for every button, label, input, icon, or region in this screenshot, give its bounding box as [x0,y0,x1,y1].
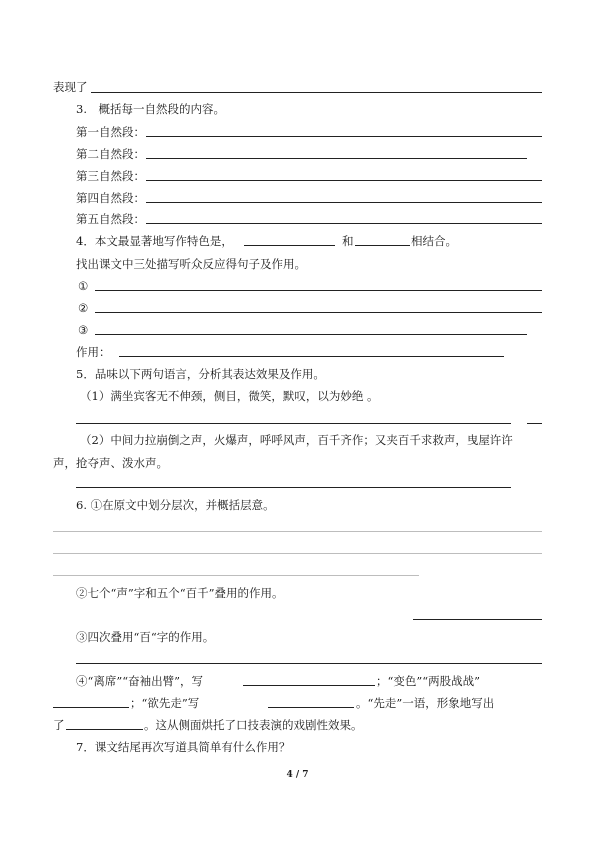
blank-line [244,245,335,246]
answer-line [95,334,527,335]
question-6-prompt: 6. ①在原文中划分层次，并概括层意。 [76,498,275,512]
paragraph-1-label: 第一自然段： [76,125,145,139]
question-7-prompt: 7．课文结尾再次写道具简单有什么作用？ [76,740,291,754]
answer-line [76,487,511,488]
question-6-sub-4-line-3b: 。这从侧面烘托了口技表演的戏剧性效果。 [144,718,363,732]
question-4-prompt: 4．本文最显著地写作特色是， [76,234,233,248]
question-6-sub-4-line-2a: ；“欲先走”写 [130,696,200,710]
question-6-sub-4-line-2b: 。“先走”一语，形象地写出 [356,696,495,710]
paragraph-2-label: 第二自然段： [76,147,145,161]
answer-line [146,180,542,181]
question-3-prompt: 3. 概括每一自然段的内容。 [76,102,225,116]
paragraph-5-label: 第五自然段： [76,212,145,226]
question-5-prompt: 5．品味以下两句语言，分析其表达效果及作用。 [76,367,325,381]
effect-label: 作用： [76,345,111,359]
answer-line [95,290,542,291]
question-6-sub-3: ③四次叠用“百“字的作用。 [76,630,215,644]
blank-line [355,245,410,246]
answer-line [146,223,542,224]
answer-line [146,158,527,159]
answer-line [76,663,542,664]
question-6-sub-2: ②七个“声”字和五个“百千”叠用的作用。 [76,586,284,600]
intro-label: 表现了 [53,80,88,94]
answer-line [76,423,511,424]
circled-3-marker: ③ [78,323,89,337]
answer-line [146,136,542,137]
sentence-2-line-1: （2）中间力拉崩倒之声，火爆声，呼呼风声，百千齐作；又夹百千求救声，曳屋许许 [80,433,513,447]
answer-line [91,92,542,93]
blank-line [66,729,143,730]
paragraph-4-label: 第四自然段： [76,191,145,205]
answer-line [53,553,542,554]
answer-line [53,575,419,576]
answer-line [119,356,504,357]
answer-line [413,619,542,620]
answer-line [527,423,542,424]
answer-line [95,312,542,313]
question-4-find-text: 找出课文中三处描写听众反应得句子及作用。 [76,257,306,271]
question-6-sub-4-line-1a: ④“离席”“奋袖出臂”，写 [76,674,204,688]
paragraph-3-label: 第三自然段： [76,169,145,183]
combine-text: 相结合。 [411,234,457,248]
and-text: 和 [342,234,354,248]
circled-2-marker: ② [78,301,89,315]
page-number: 4 / 7 [286,770,309,780]
blank-line [53,707,129,708]
answer-line [146,202,542,203]
sentence-2-line-2: 声，抢夺声、泼水声。 [53,456,168,470]
question-6-sub-4-line-1b: ；“变色”“两股战战” [376,674,481,688]
blank-line [268,707,354,708]
sentence-1: （1）满坐宾客无不伸颈，侧目，微笑，默叹，以为妙绝 。 [80,389,379,403]
answer-line [53,531,542,532]
circled-1-marker: ① [78,279,89,293]
blank-line [243,685,375,686]
question-6-sub-4-line-3a: 了 [53,718,65,732]
